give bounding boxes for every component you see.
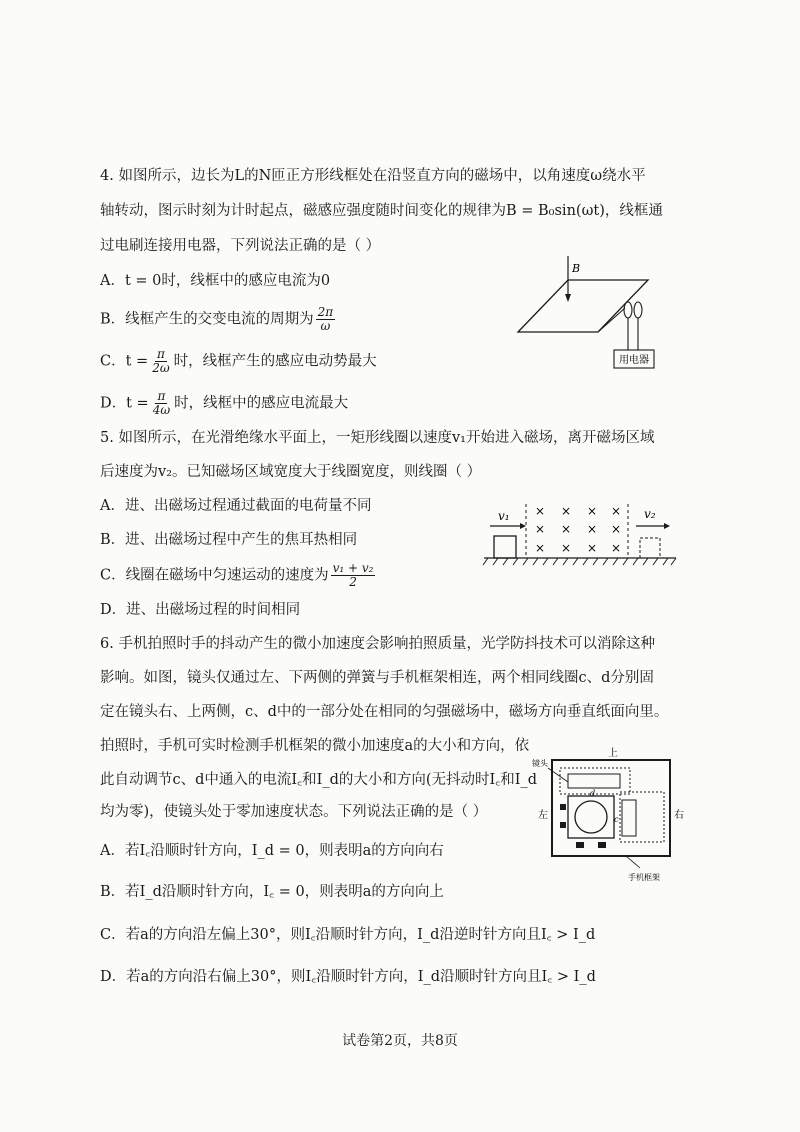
q4-option-c-text: C．t = <box>100 353 149 370</box>
b-field-label: B <box>572 262 581 275</box>
cross-mark: × <box>560 522 572 536</box>
coil-c <box>622 800 636 836</box>
q5-option-c <box>100 562 377 589</box>
cross-mark: × <box>586 504 598 518</box>
fraction-denominator: 4ω <box>152 403 171 417</box>
fraction-numerator: 2π <box>317 305 334 319</box>
fraction-numerator: π <box>156 347 165 361</box>
q6-stem-line1: 6. 手机拍照时手的抖动产生的微小加速度会影响拍照质量，光学防抖技术可以消除这种 <box>100 636 655 652</box>
cross-mark: × <box>560 541 572 555</box>
brush-ring-2 <box>634 302 642 318</box>
q5-figure-magnetic-field <box>480 498 680 578</box>
q5-option-c-fraction <box>331 562 376 589</box>
label-phone-frame: 手机框架 <box>628 873 660 882</box>
q6-option-b: B．若I_d沿顺时针方向，I꜀ = 0，则表明a的方向向上 <box>100 884 444 900</box>
fraction-denominator: ω <box>320 319 331 333</box>
spring-bottom-2 <box>598 842 606 848</box>
cross-mark: × <box>534 522 546 536</box>
q4-option-b-fraction <box>316 306 336 333</box>
q5-option-a: A．进、出磁场过程通过截面的电荷量不同 <box>100 498 372 514</box>
device-label: 用电器 <box>619 355 649 366</box>
label-right: 右 <box>674 810 684 821</box>
q4-option-b <box>100 306 337 333</box>
q4-option-d <box>100 390 348 417</box>
q4-option-c-fraction <box>150 348 171 375</box>
label-d: d <box>590 789 596 798</box>
frame-pointer <box>626 856 640 868</box>
fraction-numerator: v₁ + v₂ <box>332 561 374 575</box>
q5-option-b: B．进、出磁场过程中产生的焦耳热相同 <box>100 532 358 548</box>
brush-ring-1 <box>624 302 632 318</box>
q6-stem-line5: 此自动调节c、d中通入的电流I꜀和I_d的大小和方向(无抖动时I꜀和I_d <box>100 772 538 788</box>
spring-left-2 <box>560 822 566 828</box>
fraction-denominator: 2ω <box>152 361 170 375</box>
q4-option-d-text: D．t = <box>100 395 149 412</box>
q5-stem-line2: 后速度为v₂。已知磁场区域宽度大于线圈宽度，则线圈（ ） <box>100 464 482 480</box>
spring-bottom-1 <box>576 842 584 848</box>
v1-label: v₁ <box>498 509 510 523</box>
coil-after <box>640 538 660 558</box>
page-footer: 试卷第2页，共8页 <box>342 1033 458 1049</box>
q5-stem-line1: 5. 如图所示，在光滑绝缘水平面上，一矩形线圈以速度v₁开始进入磁场，离开磁场区域 <box>100 430 655 446</box>
q6-option-c: C．若a的方向沿左偏上30°，则I꜀沿顺时针方向，I_d沿逆时针方向且I꜀ > I_d <box>100 927 596 943</box>
q4-option-d-tail: 时，线框中的感应电流最大 <box>174 395 349 412</box>
label-c: c <box>614 815 619 824</box>
ground-hatch <box>483 558 676 565</box>
q4-figure-coil-device <box>510 250 680 375</box>
cross-mark: × <box>610 541 622 555</box>
q4-stem-line2: 轴转动，图示时刻为计时起点，磁感应强度随时间变化的规律为B = B₀sin(ωt)，线框通 <box>100 203 663 219</box>
q5-option-d: D．进、出磁场过程的时间相同 <box>100 602 301 618</box>
q4-option-c-tail: 时，线框产生的感应电动势最大 <box>173 353 377 370</box>
q4-option-d-fraction <box>151 390 172 417</box>
label-left: 左 <box>538 810 548 821</box>
q6-figure-lens-frame <box>530 746 684 886</box>
spring-left-1 <box>560 804 566 810</box>
coil-lead <box>598 308 625 332</box>
cross-mark: × <box>610 504 622 518</box>
q4-stem-line3: 过电刷连接用电器，下列说法正确的是（ ） <box>100 238 381 254</box>
cross-mark: × <box>534 504 546 518</box>
b-field-arrowhead <box>565 294 571 302</box>
q4-option-b-text: B．线框产生的交变电流的周期为 <box>100 311 314 328</box>
coil-d <box>568 774 620 788</box>
v1-arrowhead <box>520 523 526 529</box>
label-top: 上 <box>608 748 618 759</box>
v2-arrowhead <box>664 523 670 529</box>
cross-mark: × <box>586 522 598 536</box>
q6-stem-line2: 影响。如图，镜头仅通过左、下两侧的弹簧与手机框架相连，两个相同线圈c、d分别固 <box>100 670 654 686</box>
q6-option-a: A．若I꜀沿顺时针方向，I_d = 0，则表明a的方向向右 <box>100 843 444 859</box>
v2-label: v₂ <box>644 507 656 521</box>
cross-mark: × <box>586 541 598 555</box>
q6-stem-line3: 定在镜头右、上两侧，c、d中的一部分处在相同的匀强磁场中，磁场方向垂直纸面向里。 <box>100 704 669 720</box>
q4-option-a: A．t = 0时，线框中的感应电流为0 <box>100 273 331 289</box>
fraction-denominator: 2 <box>349 575 357 589</box>
q4-option-c <box>100 348 377 375</box>
field-crosses <box>535 504 621 555</box>
cross-mark: × <box>534 541 546 555</box>
q6-stem-line4: 拍照时，手机可实时检测手机框架的微小加速度a的大小和方向，依 <box>100 738 530 754</box>
cross-mark: × <box>610 522 622 536</box>
fraction-numerator: π <box>157 389 166 403</box>
coil-before <box>494 536 516 558</box>
q5-option-c-text: C．线圈在磁场中匀速运动的速度为 <box>100 567 329 584</box>
q6-stem-line6: 均为零)，使镜头处于零加速度状态。下列说法正确的是（ ） <box>100 804 488 820</box>
q4-stem-line1: 4. 如图所示，边长为L的N匝正方形线框处在沿竖直方向的磁场中，以角速度ω绕水平 <box>100 168 646 184</box>
lens-circle <box>575 801 607 833</box>
label-lens: 镜头 <box>532 759 548 768</box>
cross-mark: × <box>560 504 572 518</box>
q6-option-d: D．若a的方向沿右偏上30°，则I꜀沿顺时针方向，I_d沿顺时针方向且I꜀ > I_d <box>100 969 596 985</box>
